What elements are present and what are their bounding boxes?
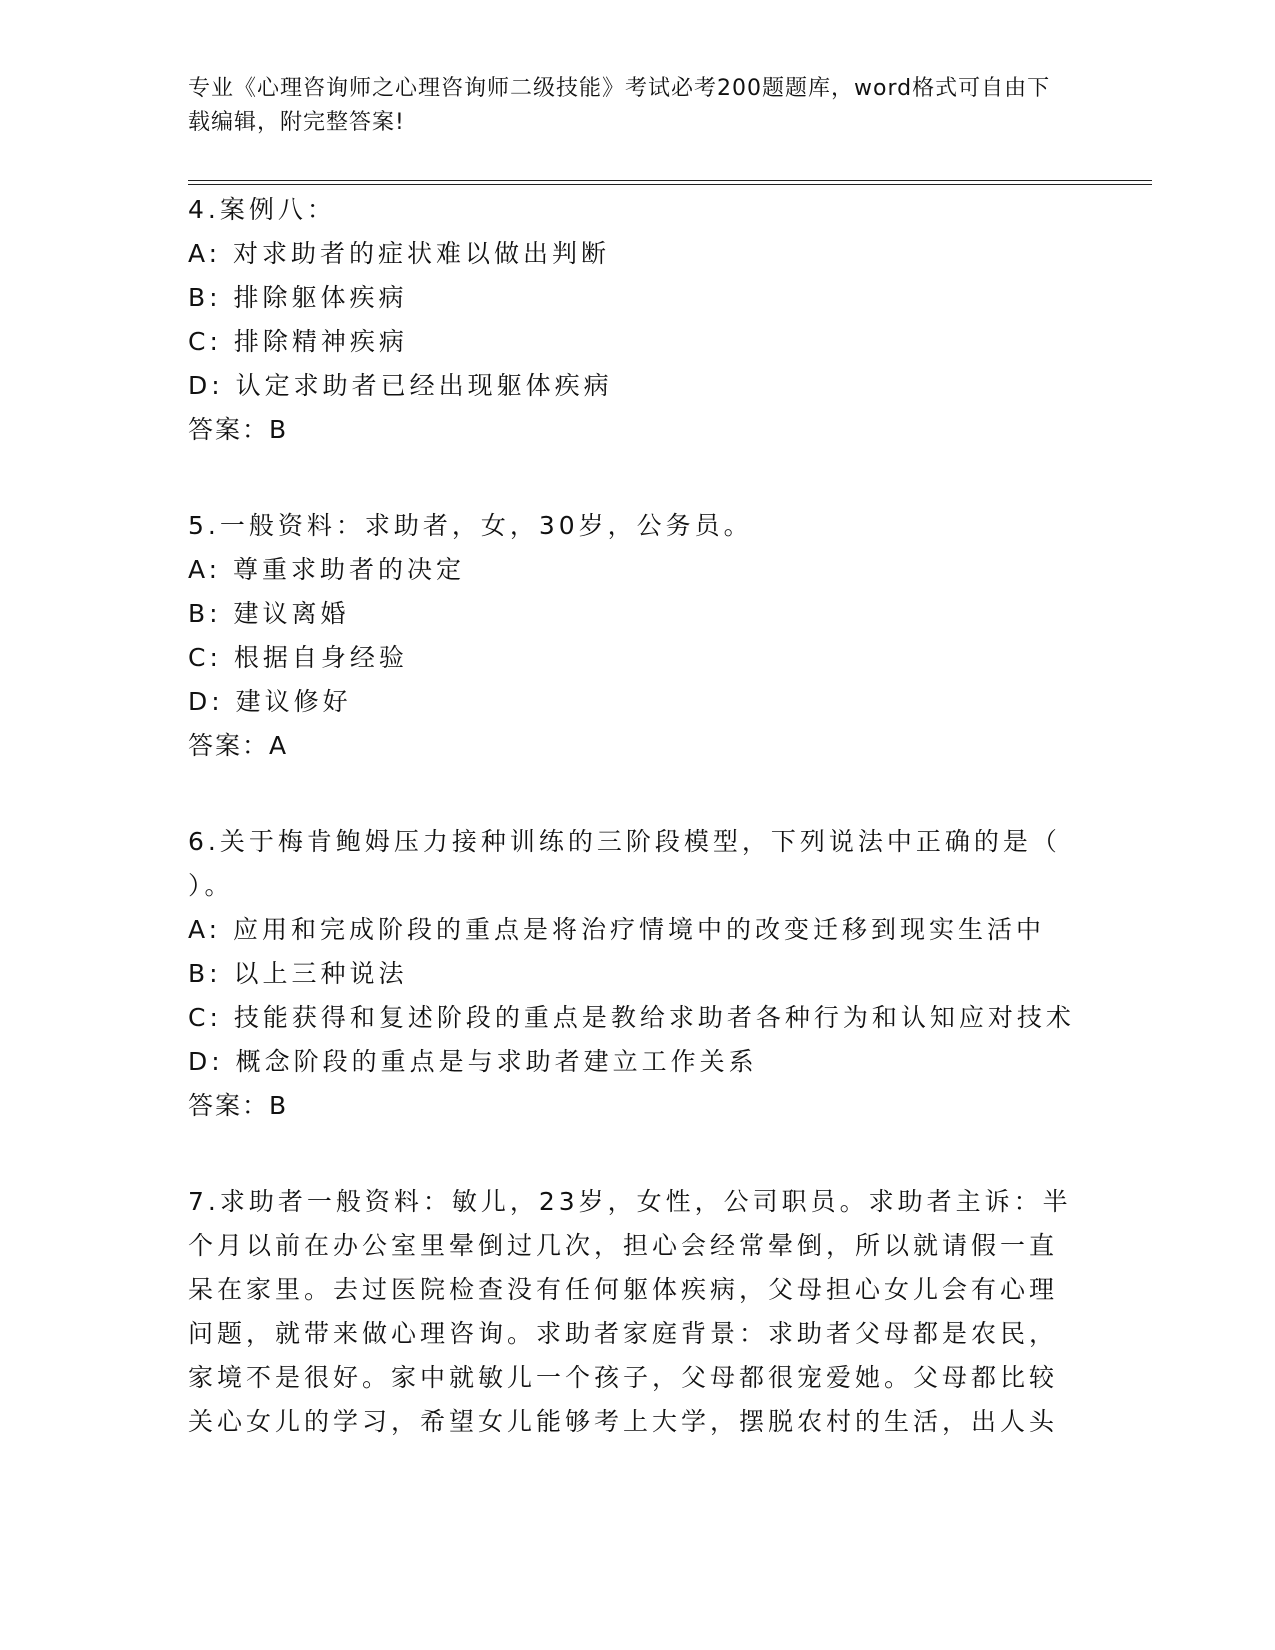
- question-5-option-d: D: 建议修好: [188, 687, 352, 716]
- question-7-line: 问题，就带来做心理咨询。求助者家庭背景：求助者父母都是农民，: [188, 1319, 1059, 1348]
- header-divider-top: [188, 180, 1152, 181]
- question-5-option-a: A: 尊重求助者的决定: [188, 555, 466, 584]
- question-4-stem: 4.案例八：: [188, 195, 336, 224]
- question-7-line: 关心女儿的学习，希望女儿能够考上大学，摆脱农村的生活，出人头: [188, 1407, 1059, 1436]
- question-6-option-c: C: 技能获得和复述阶段的重点是教给求助者各种行为和认知应对技术: [188, 1003, 1075, 1032]
- question-6-answer: 答案：B: [188, 1091, 289, 1120]
- question-6-option-a: A: 应用和完成阶段的重点是将治疗情境中的改变迁移到现实生活中: [188, 915, 1046, 944]
- question-7-line: 个月以前在办公室里晕倒过几次，担心会经常晕倒，所以就请假一直: [188, 1231, 1059, 1260]
- question-7-line: 呆在家里。去过医院检查没有任何躯体疾病，父母担心女儿会有心理: [188, 1275, 1059, 1304]
- header-divider-bottom: [188, 184, 1152, 185]
- question-5-option-b: B: 建议离婚: [188, 599, 350, 628]
- question-5-stem: 5.一般资料：求助者，女，30岁，公务员。: [188, 511, 753, 540]
- question-7-line: 家境不是很好。家中就敏儿一个孩子，父母都很宠爱她。父母都比较: [188, 1363, 1059, 1392]
- question-4-option-d: D: 认定求助者已经出现躯体疾病: [188, 371, 613, 400]
- question-6-option-d: D: 概念阶段的重点是与求助者建立工作关系: [188, 1047, 758, 1076]
- question-4-option-a: A: 对求助者的症状难以做出判断: [188, 239, 611, 268]
- question-4-option-b: B: 排除躯体疾病: [188, 283, 408, 312]
- question-4-option-c: C: 排除精神疾病: [188, 327, 408, 356]
- question-5-answer: 答案：A: [188, 731, 289, 760]
- question-6-option-b: B: 以上三种说法: [188, 959, 408, 988]
- question-6-stem: 6.关于梅肯鲍姆压力接种训练的三阶段模型，下列说法中正确的是（: [188, 827, 1061, 856]
- question-4-answer: 答案：B: [188, 415, 289, 444]
- document-header: 专业《心理咨询师之心理咨询师二级技能》考试必考200题题库，word格式可自由下载编辑，附完整答案!: [188, 76, 1051, 135]
- question-6-stem-continued: ）。: [188, 871, 234, 900]
- question-5-option-c: C: 根据自身经验: [188, 643, 408, 672]
- question-7-line: 7.求助者一般资料：敏儿，23岁，女性，公司职员。求助者主诉：半: [188, 1187, 1072, 1216]
